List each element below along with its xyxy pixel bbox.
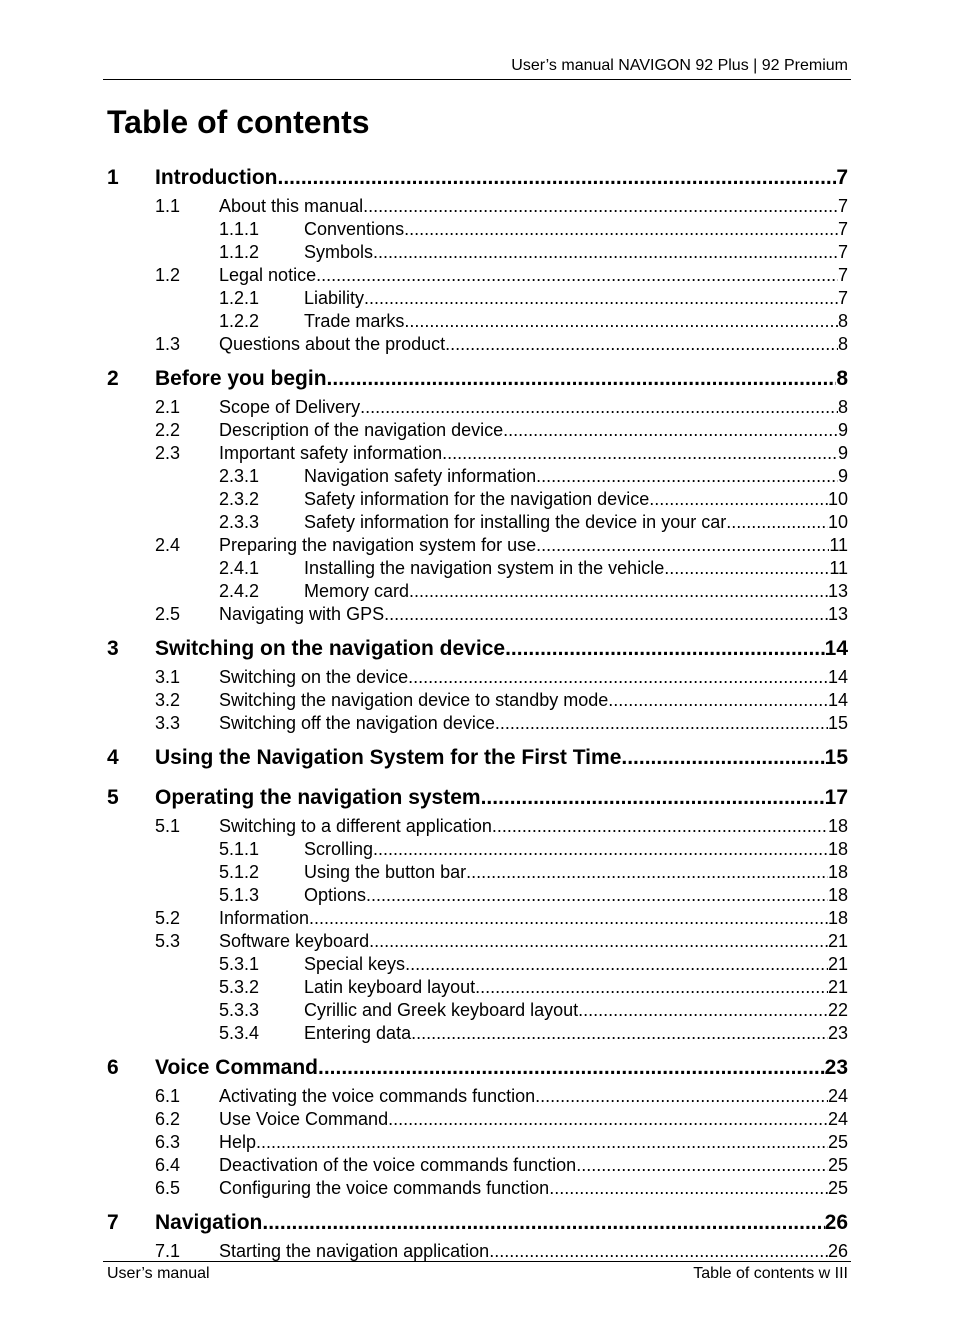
- toc-entry-title: Deactivation of the voice commands function: [219, 1155, 577, 1175]
- section-gap: [107, 357, 848, 365]
- toc-entry[interactable]: [107, 885, 848, 908]
- toc-entry-title: Using the Navigation System for the First Time: [155, 746, 622, 769]
- toc-entry-number: 5.1.2: [219, 862, 260, 882]
- toc-entry-page: 22: [827, 1000, 848, 1020]
- toc-entry-title: Information: [219, 908, 310, 928]
- toc-entry-page: 9: [837, 420, 848, 440]
- toc-entry-title: Before you begin: [155, 367, 327, 390]
- dot-leader: [366, 885, 828, 906]
- toc-entry[interactable]: [107, 1155, 848, 1178]
- toc-entry-number: 2.1: [155, 397, 181, 417]
- toc-entry[interactable]: [107, 242, 848, 265]
- toc-entry-number: 2.5: [155, 604, 181, 624]
- toc-entry[interactable]: [107, 164, 848, 196]
- toc-entry-title: Memory card: [304, 581, 410, 601]
- toc-entry[interactable]: [107, 1109, 848, 1132]
- toc-entry-number: 2.4.1: [219, 558, 260, 578]
- toc-entry[interactable]: [107, 219, 848, 242]
- dot-leader: [535, 1086, 828, 1107]
- toc-entry[interactable]: [107, 311, 848, 334]
- toc-entry-title: Description of the navigation device: [219, 420, 504, 440]
- toc-entry-number: 5.2: [155, 908, 181, 928]
- toc-entry-title: Switching to a different application: [219, 816, 492, 836]
- toc-entry[interactable]: [107, 635, 848, 667]
- toc-entry-title: Entering data: [304, 1023, 412, 1043]
- dot-leader: [726, 512, 828, 533]
- dot-leader: [384, 604, 828, 625]
- toc-entry-number: 1.1.2: [219, 242, 260, 262]
- section-gap: [107, 1046, 848, 1054]
- dot-leader: [576, 1155, 828, 1176]
- toc-entry-title: About this manual: [219, 196, 364, 216]
- dot-leader: [360, 397, 838, 418]
- toc-entry-page: 11: [829, 535, 848, 555]
- toc-entry-page: 8: [837, 311, 848, 331]
- toc-entry[interactable]: [107, 512, 848, 535]
- section-gap: [107, 736, 848, 744]
- section-gap: [107, 627, 848, 635]
- toc-entry[interactable]: [107, 466, 848, 489]
- dot-leader: [621, 746, 824, 770]
- dot-leader: [481, 786, 825, 810]
- toc-entry-page: 7: [837, 288, 848, 308]
- toc-entry-number: 1: [107, 166, 119, 189]
- toc-entry-page: 21: [827, 977, 848, 997]
- toc-entry-title: Preparing the navigation system for use: [219, 535, 537, 555]
- toc-entry-number: 2.3: [155, 443, 181, 463]
- toc-entry[interactable]: [107, 931, 848, 954]
- dot-leader: [411, 1023, 828, 1044]
- toc-entry-title: Switching on the device: [219, 667, 409, 687]
- toc-entry-page: 7: [837, 242, 848, 262]
- dot-leader: [363, 196, 838, 217]
- footer-left: User’s manual: [107, 1265, 210, 1282]
- toc-entry[interactable]: [107, 908, 848, 931]
- toc-entry[interactable]: [107, 288, 848, 311]
- dot-leader: [549, 1178, 828, 1199]
- toc-entry-title: Cyrillic and Greek keyboard layout: [304, 1000, 579, 1020]
- dot-leader: [536, 535, 829, 556]
- toc-entry-title: Help: [219, 1132, 257, 1152]
- toc-entry-number: 7: [107, 1211, 119, 1234]
- header-rule: [103, 79, 851, 80]
- toc-entry-number: 5.3.2: [219, 977, 260, 997]
- toc-entry-number: 6.2: [155, 1109, 181, 1129]
- toc-entry-title: Switching off the navigation device: [219, 713, 495, 733]
- toc-entry-title: Activating the voice commands function: [219, 1086, 536, 1106]
- toc-entry-title: Special keys: [304, 954, 406, 974]
- running-header: User’s manual NAVIGON 92 Plus | 92 Premium: [511, 57, 848, 74]
- toc-entry-number: 5: [107, 786, 119, 809]
- toc-entry-number: 1.1.1: [219, 219, 260, 239]
- toc-entry[interactable]: [107, 397, 848, 420]
- toc-entry-page: 21: [827, 931, 848, 951]
- footer-right: Table of contents w III: [693, 1265, 848, 1282]
- toc-entry[interactable]: [107, 784, 848, 816]
- toc-entry[interactable]: [107, 196, 848, 219]
- toc-entry-page: 10: [827, 512, 848, 532]
- toc-entry-title: Safety information for the navigation device: [304, 489, 650, 509]
- toc-entry-number: 5.3: [155, 931, 181, 951]
- toc-entry-number: 1.1: [155, 196, 181, 216]
- toc-entry-number: 7.1: [155, 1241, 181, 1261]
- toc-entry[interactable]: [107, 1023, 848, 1046]
- dot-leader: [475, 977, 828, 998]
- toc-entry-title: Using the button bar: [304, 862, 467, 882]
- toc-entry-title: Legal notice: [219, 265, 317, 285]
- toc-entry-title: Questions about the product: [219, 334, 446, 354]
- toc-entry-page: 7: [837, 219, 848, 239]
- footer-rule: [103, 1261, 851, 1262]
- toc-entry[interactable]: [107, 1000, 848, 1023]
- toc-entry-title: Scrolling: [304, 839, 374, 859]
- toc-entry-page: 25: [827, 1178, 848, 1198]
- toc-entry-title: Introduction: [155, 166, 278, 189]
- dot-leader: [318, 1056, 825, 1080]
- toc-entry-page: 18: [827, 816, 848, 836]
- toc-entry-title: Software keyboard: [219, 931, 370, 951]
- toc-entry-number: 2.3.1: [219, 466, 260, 486]
- dot-leader: [466, 862, 828, 883]
- toc-entry-number: 6.5: [155, 1178, 181, 1198]
- toc-entry-number: 1.2.2: [219, 311, 260, 331]
- page-title: Table of contents: [107, 104, 370, 140]
- dot-leader: [505, 637, 825, 661]
- toc-entry-page: 7: [837, 196, 848, 216]
- toc-entry-page: 14: [827, 690, 848, 710]
- dot-leader: [309, 908, 828, 929]
- toc-entry[interactable]: [107, 1209, 848, 1241]
- toc-entry-page: 26: [824, 1211, 848, 1234]
- toc-entry-number: 6.3: [155, 1132, 181, 1152]
- toc-entry-title: Starting the navigation application: [219, 1241, 490, 1261]
- toc-entry[interactable]: [107, 604, 848, 627]
- dot-leader: [404, 219, 838, 240]
- toc-entry[interactable]: [107, 862, 848, 885]
- toc-entry[interactable]: [107, 420, 848, 443]
- toc-entry-page: 15: [827, 713, 848, 733]
- dot-leader: [373, 242, 838, 263]
- toc-entry[interactable]: [107, 365, 848, 397]
- toc-entry-number: 5.1.1: [219, 839, 260, 859]
- toc-entry-title: Navigation: [155, 1211, 263, 1234]
- toc-entry[interactable]: [107, 744, 848, 776]
- dot-leader: [409, 581, 828, 602]
- toc-entry-number: 5.3.1: [219, 954, 260, 974]
- toc-entry-number: 5.1: [155, 816, 181, 836]
- toc-entry-number: 2.3.3: [219, 512, 260, 532]
- toc-entry-title: Symbols: [304, 242, 374, 262]
- toc-entry-page: 23: [827, 1023, 848, 1043]
- dot-leader: [373, 839, 828, 860]
- toc-entry-page: 13: [827, 581, 848, 601]
- toc-entry-title: Voice Command: [155, 1056, 318, 1079]
- toc-entry[interactable]: [107, 1086, 848, 1109]
- dot-leader: [404, 311, 838, 332]
- toc-entry-number: 1.2: [155, 265, 181, 285]
- toc-entry[interactable]: [107, 1132, 848, 1155]
- toc-entry-title: Navigating with GPS: [219, 604, 385, 624]
- toc-entry-title: Liability: [304, 288, 365, 308]
- toc-entry-page: 24: [827, 1109, 848, 1129]
- toc-entry-number: 5.1.3: [219, 885, 260, 905]
- toc-entry-page: 15: [824, 746, 848, 769]
- toc-entry-page: 25: [827, 1155, 848, 1175]
- dot-leader: [364, 288, 838, 309]
- dot-leader: [503, 420, 838, 441]
- toc-entry[interactable]: [107, 839, 848, 862]
- toc-entry-number: 2.2: [155, 420, 181, 440]
- toc-entry-title: Operating the navigation system: [155, 786, 481, 809]
- toc-entry-number: 3: [107, 637, 119, 660]
- dot-leader: [442, 443, 838, 464]
- toc-entry-page: 21: [827, 954, 848, 974]
- toc-entry[interactable]: [107, 558, 848, 581]
- toc-entry-title: Conventions: [304, 219, 405, 239]
- toc-entry-number: 4: [107, 746, 119, 769]
- toc-entry-page: 10: [827, 489, 848, 509]
- dot-leader: [262, 1211, 824, 1235]
- dot-leader: [608, 690, 828, 711]
- toc-entry[interactable]: [107, 581, 848, 604]
- dot-leader: [649, 489, 828, 510]
- toc-entry-number: 1.2.1: [219, 288, 260, 308]
- toc-entry-title: Safety information for installing the device in your car: [304, 512, 727, 532]
- dot-leader: [578, 1000, 828, 1021]
- toc-entry-page: 14: [827, 667, 848, 687]
- toc-entry-number: 2.4: [155, 535, 181, 555]
- toc-entry-title: Latin keyboard layout: [304, 977, 476, 997]
- toc-entry-title: Navigation safety information: [304, 466, 537, 486]
- toc-entry-page: 7: [836, 166, 848, 189]
- section-gap: [107, 1201, 848, 1209]
- toc-entry-page: 7: [837, 265, 848, 285]
- toc-entry-title: Trade marks: [304, 311, 405, 331]
- toc-entry-number: 3.3: [155, 713, 181, 733]
- toc-entry-page: 26: [827, 1241, 848, 1261]
- toc-entry-number: 5.3.4: [219, 1023, 260, 1043]
- dot-leader: [408, 667, 828, 688]
- toc-entry-page: 14: [824, 637, 848, 660]
- section-gap: [107, 776, 848, 784]
- toc-entry[interactable]: [107, 443, 848, 466]
- toc-entry-page: 23: [824, 1056, 848, 1079]
- toc-entry-title: Configuring the voice commands function: [219, 1178, 550, 1198]
- toc-entry[interactable]: [107, 667, 848, 690]
- toc-entry-number: 1.3: [155, 334, 181, 354]
- toc-entry-title: Switching on the navigation device: [155, 637, 506, 660]
- toc-entry[interactable]: [107, 489, 848, 512]
- toc-entry-page: 8: [837, 334, 848, 354]
- toc-entry-number: 2.3.2: [219, 489, 260, 509]
- toc-entry-page: 18: [827, 839, 848, 859]
- toc-entry-title: Switching the navigation device to standby mode: [219, 690, 609, 710]
- dot-leader: [536, 466, 838, 487]
- toc-entry-page: 18: [827, 885, 848, 905]
- toc-entry[interactable]: [107, 535, 848, 558]
- toc-entry-title: Important safety information: [219, 443, 443, 463]
- toc-entry-page: 17: [824, 786, 848, 809]
- toc-entry[interactable]: [107, 713, 848, 736]
- toc-entry[interactable]: [107, 265, 848, 288]
- toc-entry-number: 6: [107, 1056, 119, 1079]
- dot-leader: [277, 166, 836, 190]
- toc-entry-page: 8: [837, 397, 848, 417]
- toc-entry[interactable]: [107, 1178, 848, 1201]
- toc-entry[interactable]: [107, 334, 848, 357]
- dot-leader: [489, 1241, 828, 1262]
- toc-entry-number: 5.3.3: [219, 1000, 260, 1020]
- dot-leader: [369, 931, 828, 952]
- toc-entry-number: 6.1: [155, 1086, 181, 1106]
- toc-entry-page: 9: [837, 443, 848, 463]
- toc-entry[interactable]: [107, 954, 848, 977]
- toc-entry-number: 2: [107, 367, 119, 390]
- toc-entry-title: Installing the navigation system in the vehicle: [304, 558, 665, 578]
- toc-entry-title: Options: [304, 885, 367, 905]
- dot-leader: [495, 713, 828, 734]
- dot-leader: [664, 558, 829, 579]
- toc-entry-number: 6.4: [155, 1155, 181, 1175]
- toc-entry-page: 11: [829, 558, 848, 578]
- dot-leader: [388, 1109, 828, 1130]
- toc-entry[interactable]: [107, 690, 848, 713]
- toc-entry-page: 8: [836, 367, 848, 390]
- toc-entry-page: 9: [837, 466, 848, 486]
- toc-entry-number: 2.4.2: [219, 581, 260, 601]
- dot-leader: [256, 1132, 828, 1153]
- toc-entry[interactable]: [107, 1054, 848, 1086]
- toc-entry-number: 3.2: [155, 690, 181, 710]
- dot-leader: [445, 334, 838, 355]
- toc-entry-page: 18: [827, 908, 848, 928]
- table-of-contents: [107, 164, 848, 1264]
- dot-leader: [327, 367, 837, 391]
- toc-entry[interactable]: [107, 977, 848, 1000]
- dot-leader: [492, 816, 828, 837]
- toc-entry-title: Scope of Delivery: [219, 397, 361, 417]
- dot-leader: [316, 265, 838, 286]
- toc-entry-page: 24: [827, 1086, 848, 1106]
- dot-leader: [405, 954, 828, 975]
- toc-entry-page: 13: [827, 604, 848, 624]
- toc-entry[interactable]: [107, 816, 848, 839]
- toc-entry-page: 25: [827, 1132, 848, 1152]
- toc-entry-number: 3.1: [155, 667, 181, 687]
- toc-entry-title: Use Voice Command: [219, 1109, 389, 1129]
- toc-entry-page: 18: [827, 862, 848, 882]
